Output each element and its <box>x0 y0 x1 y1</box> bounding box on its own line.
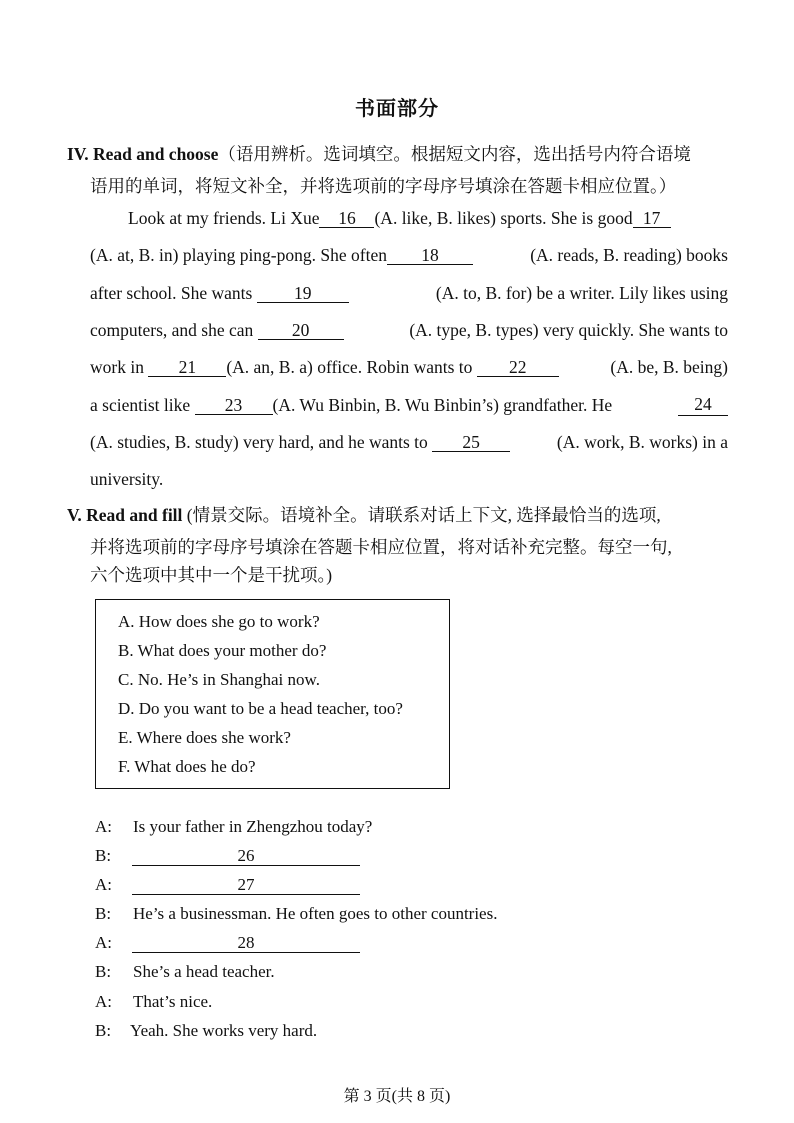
section-v-instruction-3: 六个选项中其中一个是干扰项。) <box>90 565 333 585</box>
option-c: C. No. He’s in Shanghai now. <box>118 670 320 689</box>
passage-text: (A. type, B. types) very quickly. She wants to <box>409 320 728 340</box>
passage-text: (A. at, B. in) playing ping-pong. She often <box>90 245 387 265</box>
passage-text: (A. to, B. for) be a writer. Lily likes using <box>435 283 728 303</box>
section-iv-instruction-1: （语用辨析。选词填空。根据短文内容，选出括号内符合语境 <box>218 144 691 164</box>
passage-line-8: university. <box>90 469 164 489</box>
passage-line-7 <box>90 432 728 453</box>
options-box <box>95 599 450 789</box>
option-d: D. Do you want to be a head teacher, too? <box>118 699 403 718</box>
passage-text: (A. like, B. likes) sports. She is good <box>374 208 633 228</box>
passage-text: (A. work, B. works) in a <box>556 432 728 452</box>
blank-17: 17 <box>633 209 671 228</box>
passage-text: (A. be, B. being) <box>610 357 728 377</box>
passage-text: (A. Wu Binbin, B. Wu Binbin’s) grandfather. He <box>272 395 613 415</box>
blank-16: 16 <box>319 209 374 228</box>
section-iv-instruction-2: 语用的单词，将短文补全，并将选项前的字母序号填涂在答题卡相应位置。） <box>90 176 677 196</box>
speaker-label: B: <box>95 1021 112 1040</box>
blank-18: 18 <box>387 246 473 265</box>
blank-27: 27 <box>132 875 360 895</box>
dialogue-line: That’s nice. <box>133 992 213 1011</box>
section-v-instruction-1: (情景交际。语境补全。请联系对话上下文, 选择最恰当的选项, <box>182 505 661 525</box>
blank-20: 20 <box>258 321 344 340</box>
option-b: B. What does your mother do? <box>118 641 327 660</box>
page-title: 书面部分 <box>355 98 439 120</box>
blank-26: 26 <box>132 846 360 866</box>
passage-text: computers, and she can <box>90 320 254 340</box>
passage-line-1 <box>128 208 728 229</box>
speaker-label: A: <box>95 933 112 952</box>
speaker-label: B: <box>95 904 112 923</box>
speaker-label: A: <box>95 817 112 836</box>
passage-text: (A. studies, B. study) very hard, and he wants to <box>90 432 428 452</box>
speaker-label: B: <box>95 962 112 981</box>
option-e: E. Where does she work? <box>118 728 291 747</box>
dialogue-line: She’s a head teacher. <box>133 962 275 981</box>
speaker-label: B: <box>95 846 112 865</box>
passage-line-4 <box>90 320 728 341</box>
passage-line-6 <box>90 395 728 416</box>
dialogue-line: Yeah. She works very hard. <box>130 1021 318 1040</box>
passage-line-5 <box>90 357 728 378</box>
speaker-label: A: <box>95 875 112 894</box>
blank-22: 22 <box>477 358 559 377</box>
blank-21: 21 <box>148 358 226 377</box>
dialogue-line: Is your father in Zhengzhou today? <box>133 817 373 836</box>
speaker-label: A: <box>95 992 112 1011</box>
blank-19: 19 <box>257 284 349 303</box>
passage-text: a scientist like <box>90 395 191 415</box>
blank-24: 24 <box>678 395 728 416</box>
section-iv-heading <box>67 141 691 166</box>
passage-line-2 <box>90 245 728 266</box>
section-v-heading <box>67 502 661 527</box>
passage-text: (A. an, B. a) office. Robin wants to <box>226 357 473 377</box>
passage-text: work in <box>90 357 144 377</box>
passage-line-3 <box>90 283 728 304</box>
section-v-label: V. Read and fill <box>67 505 183 525</box>
section-iv-label: IV. Read and choose <box>67 144 219 164</box>
passage-text: after school. She wants <box>90 283 253 303</box>
option-f: F. What does he do? <box>118 757 256 776</box>
blank-23: 23 <box>195 396 273 415</box>
dialogue-line: He’s a businessman. He often goes to other countries. <box>133 904 498 923</box>
passage-text: (A. reads, B. reading) books <box>530 245 728 265</box>
blank-28: 28 <box>132 933 360 953</box>
blank-25: 25 <box>432 433 510 452</box>
page-number: 第 3 页(共 8 页) <box>343 1088 451 1105</box>
section-v-instruction-2: 并将选项前的字母序号填涂在答题卡相应位置，将对话补充完整。每空一句, <box>90 537 672 557</box>
passage-text: Look at my friends. Li Xue <box>128 208 320 228</box>
option-a: A. How does she go to work? <box>118 612 320 631</box>
